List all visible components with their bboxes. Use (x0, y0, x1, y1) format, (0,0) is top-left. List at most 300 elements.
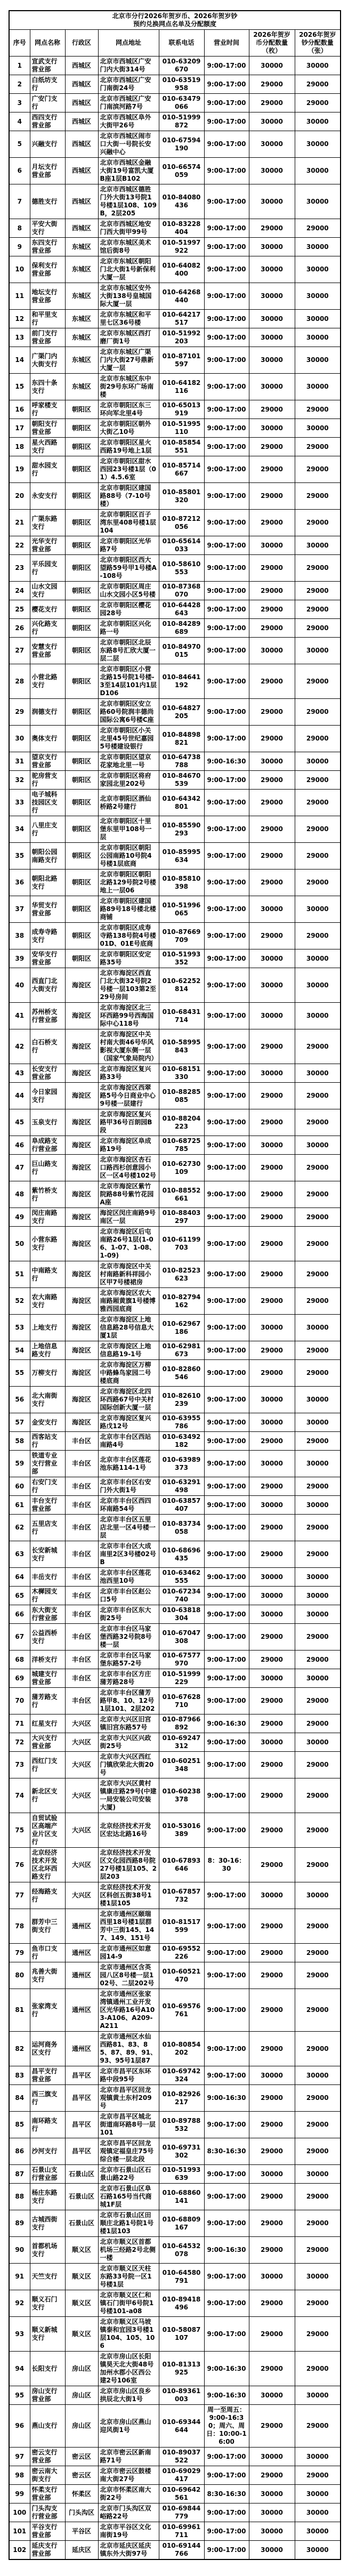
cell-hours: 9:00-17:00 (204, 1909, 249, 1944)
cell-note-quota: 29000 (295, 582, 341, 600)
cell-hours: 9:00-17:00 (204, 2290, 249, 2317)
cell-branch-name: 公益西桥支行 (30, 1624, 65, 1651)
cell-address: 北京市海淀区杏石口路西杉创意园小区一区4号楼102号 (98, 1155, 159, 1181)
cell-note-quota: 29000 (295, 2352, 341, 2386)
cell-district: 丰台区 (65, 1541, 98, 1568)
cell-note-quota: 30000 (295, 131, 341, 158)
table-row (9, 2448, 341, 2466)
cell-branch-name: 红星支行 (30, 1714, 65, 1733)
cell-index: 95 (9, 2386, 30, 2405)
cell-address: 北京市朝阳区十里堡东里甲108号一层 (98, 816, 159, 843)
table-row (9, 1083, 341, 1109)
cell-phone: 010-69642561 (159, 2485, 204, 2503)
cell-district: 通州区 (65, 1909, 98, 1944)
cell-phone: 010-69144766 (159, 2541, 204, 2560)
cell-index: 58 (9, 1432, 30, 1451)
cell-note-quota: 29000 (295, 400, 341, 419)
cell-phone: 010-84289689 (159, 619, 204, 638)
cell-hours: 周一至周五：9:00-16:30；周六、周日：10:00-16:00 (204, 2405, 249, 2448)
cell-note-quota: 29000 (295, 790, 341, 816)
column-header-district: 行政区 (65, 30, 98, 57)
cell-coin-quota: 30000 (249, 752, 295, 771)
cell-hours: 9:00-17:00 (204, 1136, 249, 1155)
cell-hours: 9:00-17:00 (204, 2112, 249, 2138)
cell-district: 密云区 (65, 2448, 98, 2466)
cell-phone: 010-84080436 (159, 184, 204, 219)
cell-phone: 010-82610239 (159, 1387, 204, 1413)
cell-coin-quota: 29000 (249, 1261, 295, 1288)
cell-address: 北京市顺义区仁和镇石门街甲6号院1号楼101-a08 (98, 2290, 159, 2317)
cell-hours: 9:00-17:00 (204, 2448, 249, 2466)
cell-hours: 9:00-17:00 (204, 1496, 249, 1515)
cell-coin-quota: 30000 (249, 328, 295, 347)
cell-note-quota: 29000 (295, 438, 341, 456)
cell-branch-name: 延庆支行营业部 (30, 2541, 65, 2560)
cell-phone: 010-89037522 (159, 2448, 204, 2466)
table-row (9, 2503, 341, 2522)
cell-coin-quota: 29000 (249, 2466, 295, 2485)
cell-note-quota: 29000 (295, 2237, 341, 2264)
cell-address: 北京市密云区鼓楼南大街27号 (98, 2466, 159, 2485)
cell-district: 海淀区 (65, 1136, 98, 1155)
cell-index: 49 (9, 1208, 30, 1227)
table-row (9, 1651, 341, 1669)
cell-branch-name: 中南路支行 (30, 1261, 65, 1288)
cell-phone: 010-64428643 (159, 600, 204, 619)
cell-index: 55 (9, 1360, 30, 1387)
cell-phone: 010-65013919 (159, 400, 204, 419)
cell-district: 房山区 (65, 2405, 98, 2448)
cell-address: 北京市朝阳区小关北里45号世纪嘉园5号楼建设银行 (98, 726, 159, 752)
table-row (9, 347, 341, 374)
cell-branch-name: 和平里支行 (30, 310, 65, 328)
cell-note-quota: 29000 (295, 843, 341, 870)
cell-address: 北京市朝阳区东三环向军北里4号 (98, 400, 159, 419)
cell-index: 48 (9, 1181, 30, 1208)
cell-branch-name: 阜成路支行营业部 (30, 1136, 65, 1155)
cell-phone: 010-89418496 (159, 2290, 204, 2317)
cell-address: 北京市石景山区田顺庄北路1号院1号楼1层103 (98, 2210, 159, 2237)
cell-district: 朝阳区 (65, 843, 98, 870)
cell-address: 北京市东城区美术馆后街8号 (98, 238, 159, 256)
cell-district: 海淀区 (65, 1181, 98, 1208)
cell-branch-name: 兆善大街支行 (30, 1962, 65, 1989)
cell-branch-name: 八里庄支行 (30, 816, 65, 843)
cell-coin-quota: 30000 (249, 2264, 295, 2290)
cell-index: 83 (9, 2066, 30, 2085)
cell-hours: 9:00-17:00 (204, 870, 249, 896)
cell-district: 大兴区 (65, 1813, 98, 1848)
cell-district: 西城区 (65, 94, 98, 112)
cell-phone: 010-53016389 (159, 1813, 204, 1848)
cell-district: 石景山区 (65, 2165, 98, 2184)
cell-coin-quota: 30000 (249, 2541, 295, 2560)
cell-district: 昌平区 (65, 2112, 98, 2138)
cell-branch-name: 西三旗支行 (30, 2085, 65, 2112)
table-row (9, 1432, 341, 1451)
cell-district: 海淀区 (65, 1083, 98, 1109)
cell-hours: 9:00-17:00 (204, 1733, 249, 1752)
cell-hours: 9:00-17:00 (204, 1109, 249, 1136)
cell-hours: 9:00-17:00 (204, 238, 249, 256)
cell-hours: 9:00-17:00 (204, 1541, 249, 1568)
cell-hours: 9:00-17:00 (204, 283, 249, 310)
cell-phone: 010-67594190 (159, 131, 204, 158)
cell-hours: 9:00-17:00 (204, 699, 249, 726)
cell-address: 北京市海淀区阜成路19号 (98, 1136, 159, 1155)
cell-phone: 010-84670539 (159, 771, 204, 790)
cell-index: 17 (9, 419, 30, 438)
cell-district: 大兴区 (65, 1714, 98, 1733)
cell-address: 北京市大兴区旧宫镇旧宫东路57号 (98, 1714, 159, 1733)
cell-branch-name: 朝阳支行营业部 (30, 419, 65, 438)
cell-coin-quota: 30000 (249, 1064, 295, 1083)
cell-address: 北京市房山区长阳镇昊天北大街48号加州水郡小区西公建2号106室 (98, 2352, 159, 2386)
cell-hours: 9:00-17:00 (204, 1432, 249, 1451)
cell-index: 1 (9, 57, 30, 75)
table-title-line2: 预约兑换网点名单及分配额度 (133, 20, 217, 28)
cell-index: 76 (9, 1848, 30, 1882)
cell-hours: 9:00-17:00 (204, 1413, 249, 1432)
cell-hours: 9:00-17:00 (204, 256, 249, 283)
cell-note-quota: 29000 (295, 1360, 341, 1387)
cell-note-quota: 30000 (295, 1003, 341, 1029)
cell-address: 北京市房山区燕山迎风街1号 (98, 2405, 159, 2448)
cell-coin-quota: 29000 (249, 1651, 295, 1669)
cell-branch-name: 群芳中三街支行 (30, 1909, 65, 1944)
table-row (9, 1962, 341, 1989)
cell-phone: 010-81517599 (159, 1909, 204, 1944)
cell-district: 西城区 (65, 184, 98, 219)
cell-phone: 010-64217517 (159, 310, 204, 328)
table-row (9, 1714, 341, 1733)
table-row (9, 1136, 341, 1155)
cell-district: 海淀区 (65, 1288, 98, 1315)
table-row (9, 2386, 341, 2405)
cell-address: 海淀区闵庄南路9号南区一层 (98, 1208, 159, 1227)
cell-district: 朝阳区 (65, 790, 98, 816)
cell-note-quota: 29000 (295, 1624, 341, 1651)
table-title-line1: 北京市分行2026年贺岁币、2026年贺岁钞 (112, 12, 238, 20)
table-row (9, 1688, 341, 1714)
cell-coin-quota: 29000 (249, 1541, 295, 1568)
cell-index: 43 (9, 1064, 30, 1083)
cell-index: 4 (9, 112, 30, 131)
cell-hours: 9:00-17:00 (204, 1029, 249, 1064)
cell-phone: 010-64268440 (159, 283, 204, 310)
cell-phone: 010-66574059 (159, 158, 204, 184)
cell-phone: 010-88552661 (159, 1181, 204, 1208)
cell-phone: 010-63955786 (159, 1413, 204, 1432)
cell-coin-quota: 29000 (249, 2352, 295, 2386)
cell-note-quota: 29000 (295, 2317, 341, 2352)
cell-hours: 9:00-17:00 (204, 1477, 249, 1496)
cell-hours: 9:00-17:00 (204, 1064, 249, 1083)
cell-note-quota: 30000 (295, 1496, 341, 1515)
cell-branch-name: 甜水园支行 (30, 456, 65, 483)
cell-district: 通州区 (65, 2032, 98, 2066)
cell-index: 53 (9, 1315, 30, 1341)
cell-coin-quota: 29000 (249, 2085, 295, 2112)
cell-coin-quota: 30000 (249, 2066, 295, 2085)
cell-address: 北京市门头沟区双峪路22号 (98, 2503, 159, 2522)
cell-note-quota: 30000 (295, 2165, 341, 2184)
cell-index: 93 (9, 2317, 30, 2352)
cell-coin-quota: 29000 (249, 2032, 295, 2066)
cell-phone: 010-62252814 (159, 968, 204, 1003)
cell-phone: 010-69844779 (159, 2503, 204, 2522)
cell-district: 东城区 (65, 310, 98, 328)
cell-hours: 9:00-17:00 (204, 896, 249, 923)
cell-coin-quota: 30000 (249, 2165, 295, 2184)
cell-note-quota: 30000 (295, 374, 341, 400)
cell-hours: 9:00-17:00 (204, 374, 249, 400)
column-header-index: 序号 (9, 30, 30, 57)
cell-coin-quota: 29000 (249, 1752, 295, 1778)
cell-address: 北京市通州区颐瑞西里18号楼1层群芳中三街145、147、149、151号 (98, 1909, 159, 1944)
cell-hours: 9:00-17:00 (204, 1882, 249, 1909)
cell-phone: 010-89361003 (159, 2386, 204, 2405)
cell-note-quota: 30000 (295, 419, 341, 438)
cell-index: 24 (9, 582, 30, 600)
title-row (9, 11, 341, 30)
cell-hours: 9:00-17:00 (204, 923, 249, 949)
cell-coin-quota: 29000 (249, 2138, 295, 2165)
cell-note-quota: 30000 (295, 896, 341, 923)
cell-district: 海淀区 (65, 1387, 98, 1413)
cell-note-quota: 29000 (295, 699, 341, 726)
cell-address: 北京市海淀区中关村南路新科祥园小区甲7号楼裙房 (98, 1261, 159, 1288)
cell-branch-name: 城建支行营业部 (30, 1669, 65, 1688)
cell-phone: 010-51992203 (159, 328, 204, 347)
cell-district: 丰台区 (65, 1651, 98, 1669)
cell-coin-quota: 29000 (249, 1848, 295, 1882)
table-row (9, 2066, 341, 2085)
cell-phone: 010-85714667 (159, 456, 204, 483)
cell-address: 北京市西城区阜外大街甲26号 (98, 112, 159, 131)
cell-note-quota: 29000 (295, 619, 341, 638)
cell-branch-name: 成寿寺路支行 (30, 923, 65, 949)
cell-note-quota: 29000 (295, 1714, 341, 1733)
cell-phone: 010-51993639 (159, 2165, 204, 2184)
cell-phone: 010-58995843 (159, 1029, 204, 1064)
cell-coin-quota: 30000 (249, 2448, 295, 2466)
cell-district: 东城区 (65, 347, 98, 374)
table-row (9, 94, 341, 112)
cell-coin-quota: 30000 (249, 1003, 295, 1029)
table-row (9, 1496, 341, 1515)
cell-index: 85 (9, 2112, 30, 2138)
cell-note-quota: 30000 (295, 347, 341, 374)
cell-phone: 010-62981673 (159, 1341, 204, 1360)
cell-district: 朝阳区 (65, 771, 98, 790)
cell-index: 46 (9, 1136, 30, 1155)
table-row (9, 1413, 341, 1432)
cell-address: 北京市顺义区天柱东路33号院一区1号楼1层 (98, 2264, 159, 2290)
column-header-coin-quota: 2026年贺岁币分配数量（枚） (249, 30, 295, 57)
cell-index: 67 (9, 1624, 30, 1651)
cell-branch-name: 平乐园支行 (30, 555, 65, 582)
cell-phone: 010-63857407 (159, 1496, 204, 1515)
cell-coin-quota: 30000 (249, 374, 295, 400)
cell-coin-quota: 29000 (249, 2317, 295, 2352)
cell-address: 北京市朝阳区成寿寺路138号院4号楼01D、01E号底商 (98, 923, 159, 949)
cell-note-quota: 30000 (295, 638, 341, 664)
cell-index: 52 (9, 1288, 30, 1315)
cell-hours: 9:00-17:00 (204, 771, 249, 790)
cell-note-quota: 30000 (295, 2386, 341, 2405)
cell-branch-name: 密云支行营业部 (30, 2448, 65, 2466)
cell-district: 海淀区 (65, 1360, 98, 1387)
cell-phone: 010-87101597 (159, 347, 204, 374)
cell-hours: 9:00-17:00 (204, 1568, 249, 1587)
table-row (9, 1181, 341, 1208)
cell-hours: 9:00-17:00 (204, 2503, 249, 2522)
table-row (9, 843, 341, 870)
cell-note-quota: 29000 (295, 2112, 341, 2138)
cell-address: 北京市朝阳区甜水西园23号楼1层（01）4.5.6室 (98, 456, 159, 483)
cell-phone: 010-63818304 (159, 1605, 204, 1624)
cell-branch-name: 安华支行营业部 (30, 949, 65, 968)
cell-note-quota: 29000 (295, 2085, 341, 2112)
cell-note-quota: 29000 (295, 1752, 341, 1778)
cell-hours: 9:00-17:00 (204, 1288, 249, 1315)
cell-district: 海淀区 (65, 1315, 98, 1341)
cell-hours: 9:00-17:00 (204, 456, 249, 483)
cell-coin-quota: 29000 (249, 483, 295, 510)
cell-address: 北京市朝阳区百子湾东里408号楼1层104 (98, 510, 159, 536)
cell-note-quota: 29000 (295, 600, 341, 619)
cell-branch-name: 朝阳北路支行 (30, 870, 65, 896)
cell-district: 房山区 (65, 2352, 98, 2386)
cell-branch-name: 石景山支行营业部 (30, 2165, 65, 2184)
cell-branch-name: 农大南路支行 (30, 1288, 65, 1315)
cell-district: 海淀区 (65, 1227, 98, 1261)
cell-address: 北京市房山区良乡拱辰北大街1号 (98, 2386, 159, 2405)
cell-address: 北京市大兴区黄村镇康庄路29号(中建一局安装公司安装大厦) (98, 1778, 159, 1813)
cell-coin-quota: 29000 (249, 1813, 295, 1848)
cell-coin-quota: 29000 (249, 1432, 295, 1451)
cell-district: 海淀区 (65, 1109, 98, 1136)
cell-branch-name: 铁道专业支行营业部 (30, 1451, 65, 1477)
column-header-address: 网点地址 (98, 30, 159, 57)
cell-coin-quota: 29000 (249, 1227, 295, 1261)
cell-note-quota: 30000 (295, 256, 341, 283)
table-row (9, 238, 341, 256)
cell-address: 北京市丰台区蒲芳路甲8、10、12号1层101、2层202 (98, 1688, 159, 1714)
cell-phone: 010-84641192 (159, 664, 204, 699)
cell-phone: 010-51999872 (159, 112, 204, 131)
cell-phone: 010-69029417 (159, 2466, 204, 2485)
cell-hours: 9:00-17:00 (204, 94, 249, 112)
cell-district: 门头沟区 (65, 2503, 98, 2522)
cell-note-quota: 30000 (295, 1587, 341, 1605)
cell-hours: 9:00-17:00 (204, 1669, 249, 1688)
cell-note-quota: 29000 (295, 923, 341, 949)
cell-phone: 010-64182116 (159, 374, 204, 400)
cell-phone: 010-82860546 (159, 1360, 204, 1387)
table-row (9, 2317, 341, 2352)
cell-address: 北京市东城区西打磨厂街1号 (98, 328, 159, 347)
cell-address: 北京市怀柔区南大街22号 (98, 2485, 159, 2503)
cell-phone: 010-69344644 (159, 2405, 204, 2448)
cell-branch-name: 昌平支行营业部 (30, 2066, 65, 2085)
cell-hours: 9:00-17:00 (204, 1962, 249, 1989)
cell-district: 西城区 (65, 112, 98, 131)
header-row (9, 30, 341, 57)
cell-address: 北京市海淀区西翠路5号今日商业中心9号楼一层建行 (98, 1083, 159, 1109)
cell-address: 北京市海淀区上地信息路28号信息大厦1层 (98, 1315, 159, 1341)
cell-branch-name: 永安支行 (30, 483, 65, 510)
column-header-branch-name: 网点名称 (30, 30, 65, 57)
cell-index: 90 (9, 2237, 30, 2264)
table-row (9, 1208, 341, 1227)
cell-index: 77 (9, 1882, 30, 1909)
cell-district: 朝阳区 (65, 816, 98, 843)
cell-hours: 9:00-17:00 (204, 112, 249, 131)
cell-district: 朝阳区 (65, 699, 98, 726)
cell-branch-name: 密云南大街支行 (30, 2466, 65, 2485)
cell-phone: 010-68431714 (159, 1003, 204, 1029)
table-row (9, 184, 341, 219)
cell-district: 怀柔区 (65, 2485, 98, 2503)
cell-address: 北京市海淀区后屯南路26号1层(1-06、1-07、1-08、1-09) (98, 1227, 159, 1261)
cell-hours: 9:00-17:00 (204, 582, 249, 600)
cell-note-quota: 29000 (295, 1541, 341, 1568)
cell-index: 35 (9, 843, 30, 870)
cell-hours: 9:00-17:00 (204, 726, 249, 752)
cell-hours: 9:00-17:00 (204, 2264, 249, 2290)
cell-index: 69 (9, 1669, 30, 1688)
cell-note-quota: 29000 (295, 1962, 341, 1989)
cell-address: 北京市大兴区西红门镇欣荣北大街20号 (98, 1752, 159, 1778)
cell-address: 北京市通州区张家湾镇通州工业开发区光华路16号A103-A106、A209-A211 (98, 1989, 159, 2032)
cell-note-quota: 30000 (295, 2264, 341, 2290)
cell-coin-quota: 29000 (249, 1714, 295, 1733)
table-row (9, 283, 341, 310)
cell-phone: 010-64532078 (159, 2237, 204, 2264)
cell-branch-name: 房山支行营业部 (30, 2386, 65, 2405)
cell-index: 66 (9, 1605, 30, 1624)
cell-hours: 9:00-16:30 (204, 2237, 249, 2264)
cell-address: 北京市丰台区右安门外大街1号 (98, 1477, 159, 1496)
cell-phone: 010-65614033 (159, 536, 204, 555)
table-row (9, 400, 341, 419)
cell-district: 朝阳区 (65, 536, 98, 555)
table-row (9, 752, 341, 771)
cell-phone: 010-58087107 (159, 2317, 204, 2352)
cell-index: 101 (9, 2522, 30, 2541)
cell-phone: 010-69576761 (159, 1989, 204, 2032)
cell-phone: 010-63462555 (159, 1568, 204, 1587)
cell-phone: 010-67628710 (159, 1688, 204, 1714)
cell-branch-name: 朝阳公园南路支行 (30, 843, 65, 870)
cell-index: 98 (9, 2466, 30, 2485)
cell-index: 45 (9, 1109, 30, 1136)
cell-branch-name: 山水文园支行 (30, 582, 65, 600)
cell-address: 北京经济技术开发区科创五街38号1楼1层105 (98, 1882, 159, 1909)
cell-branch-name: 万柳支行 (30, 1360, 65, 1387)
cell-index: 27 (9, 638, 30, 664)
cell-branch-name: 鱼市口支行 (30, 1944, 65, 1962)
cell-coin-quota: 30000 (249, 638, 295, 664)
cell-branch-name: 闵庄南路支行 (30, 1208, 65, 1227)
cell-district: 朝阳区 (65, 619, 98, 638)
cell-note-quota: 29000 (295, 555, 341, 582)
cell-address: 北京市通州区水仙西路81、83、85、87、89、91、93、95号1层87 (98, 2032, 159, 2066)
cell-index: 15 (9, 374, 30, 400)
cell-address: 北京市东城区安外大街138号皇城国际大厦一层 (98, 283, 159, 310)
